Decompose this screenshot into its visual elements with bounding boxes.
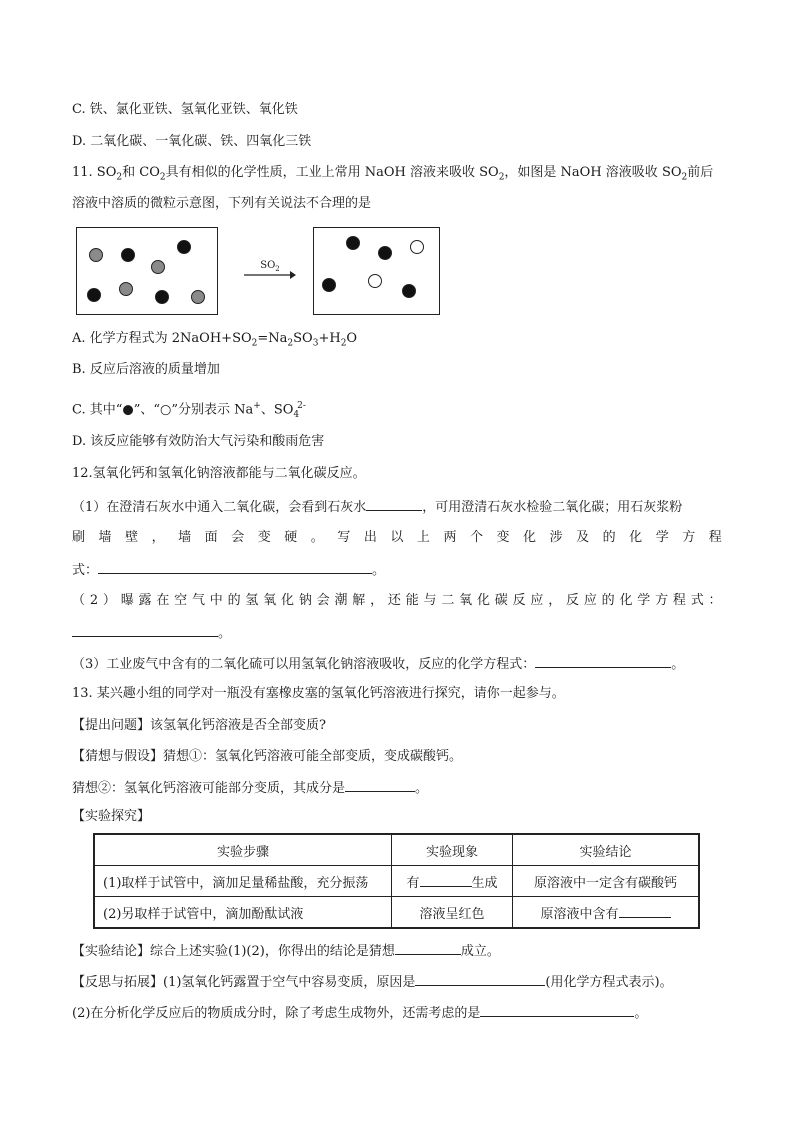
answer-blank[interactable] (420, 872, 472, 887)
table-cell-conclusion: 原溶液中含有 (513, 897, 700, 929)
question-13-explore: 【实验探究】 (72, 809, 151, 824)
particle-gray (119, 282, 133, 296)
question-13-reflect2: (2)在分析化学反应后的物质成分时，除了考虑生成物外，还需考虑的是 。 (72, 1002, 647, 1024)
answer-blank[interactable] (415, 971, 545, 986)
particle-white (410, 240, 424, 254)
beaker-before (76, 227, 218, 315)
answer-blank[interactable] (619, 903, 671, 918)
option-a: A. 化学方程式为 $2NaOH+SO_2=Na_2SO_3+H_2O$ (72, 331, 358, 349)
particle-black (87, 288, 101, 302)
option-d-ions: D. 该反应能够有效防治大气污染和酸雨危害 (72, 434, 325, 449)
question-13-conclusion: 【实验结论】综合上述实验(1)(2)，你得出的结论是猜想 成立。 (72, 940, 500, 962)
particle-gray (89, 248, 103, 262)
particle-black (402, 284, 416, 298)
arrow-label: $SO_2$ (260, 260, 280, 273)
answer-blank[interactable] (345, 777, 415, 792)
table-row (94, 866, 699, 897)
option-c-ions: C. 其中“●”、“○”分别表示 Na+、$SO_4^{2-}$ (72, 401, 306, 420)
table-row (94, 897, 699, 929)
answer-blank[interactable] (98, 559, 372, 574)
particle-white (368, 274, 382, 288)
question-12-part2: （ 2 ） 曝 露 在 空 气 中 的 氢 氧 化 钠 会 潮 解 ， 还 能 与 二 氧 化 碳 反 应 ， 反 应 的 化 学 方 程 式 ： (72, 593, 722, 608)
answer-blank[interactable] (395, 940, 461, 955)
table-cell-conclusion: 原溶液中一定含有碳酸钙 (513, 866, 700, 897)
reaction-arrow-icon (244, 270, 296, 280)
table-header-row (94, 834, 699, 866)
option-d: D. 二氧化碳、一氧化碳、铁、四氧化三铁 (72, 134, 312, 149)
question-11-line2: 溶液中溶质的微粒示意图，下列有关说法不合理的是 (72, 196, 372, 211)
answer-blank[interactable] (535, 653, 671, 668)
table-header: 实验结论 (513, 834, 700, 866)
question-12-part2-line2: 。 (72, 622, 231, 644)
beaker-after (313, 227, 440, 315)
answer-blank[interactable] (480, 1002, 634, 1017)
question-12-part1: （1）在澄清石灰水中通入二氧化碳，会看到石灰水 ，可用澄清石灰水检验二氧化碳；用石灰浆粉 (72, 496, 682, 518)
question-11-line1: 11. $SO_2$和 $CO_2$具有相似的化学性质，工业上常用 NaOH 溶液来吸收 $SO_2$，如图是 NaOH 溶液吸收 $SO_2$前后 (72, 165, 714, 183)
answer-blank[interactable] (72, 622, 218, 637)
particle-gray (151, 260, 165, 274)
particle-gray (191, 290, 205, 304)
particle-black (177, 240, 191, 254)
question-13-guess2: 猜想②：氢氧化钙溶液可能部分变质，其成分是 。 (72, 777, 428, 799)
question-13-reflect1: 【反思与拓展】(1)氢氧化钙露置于空气中容易变质，原因是 (用化学方程式表示)。 (72, 971, 673, 993)
question-13-title: 13. 某兴趣小组的同学对一瓶没有塞橡皮塞的氢氧化钙溶液进行探究，请你一起参与。 (72, 686, 565, 701)
question-13-problem: 【提出问题】该氢氧化钙溶液是否全部变质? (72, 718, 326, 733)
table-cell-phenomenon: 有 生成 (392, 866, 513, 897)
question-12-part1-line3: 式： 。 (72, 559, 385, 581)
particle-black (378, 246, 392, 260)
question-13-guess1: 【猜想与假设】猜想①：氢氧化钙溶液可能全部变质，变成碳酸钙。 (72, 749, 463, 764)
table-cell-step: (1)取样于试管中，滴加足量稀盐酸，充分振荡 (94, 866, 392, 897)
option-c: C. 铁、氯化亚铁、氢氧化亚铁、氧化铁 (72, 102, 298, 117)
particle-black (322, 278, 336, 292)
question-12-title: 12.氢氧化钙和氢氧化钠溶液都能与二氧化碳反应。 (72, 466, 366, 481)
option-b: B. 反应后溶液的质量增加 (72, 362, 220, 377)
question-12-part3: （3）工业废气中含有的二氧化硫可以用氢氧化钠溶液吸收，反应的化学方程式： 。 (72, 653, 684, 675)
table-cell-step: (2)另取样于试管中，滴加酚酞试液 (94, 897, 392, 929)
question-12-part1-line2: 刷 墙 壁 ， 墙 面 会 变 硬 。 写 出 以 上 两 个 变 化 涉 及 的 化 学 方 程 (72, 530, 722, 545)
particle-black (155, 290, 169, 304)
table-header: 实验步骤 (94, 834, 392, 866)
table-header: 实验现象 (392, 834, 513, 866)
particle-black (121, 248, 135, 262)
table-cell-phenomenon: 溶液呈红色 (392, 897, 513, 929)
answer-blank[interactable] (366, 496, 422, 511)
experiment-table (93, 833, 700, 929)
particle-black (346, 236, 360, 250)
